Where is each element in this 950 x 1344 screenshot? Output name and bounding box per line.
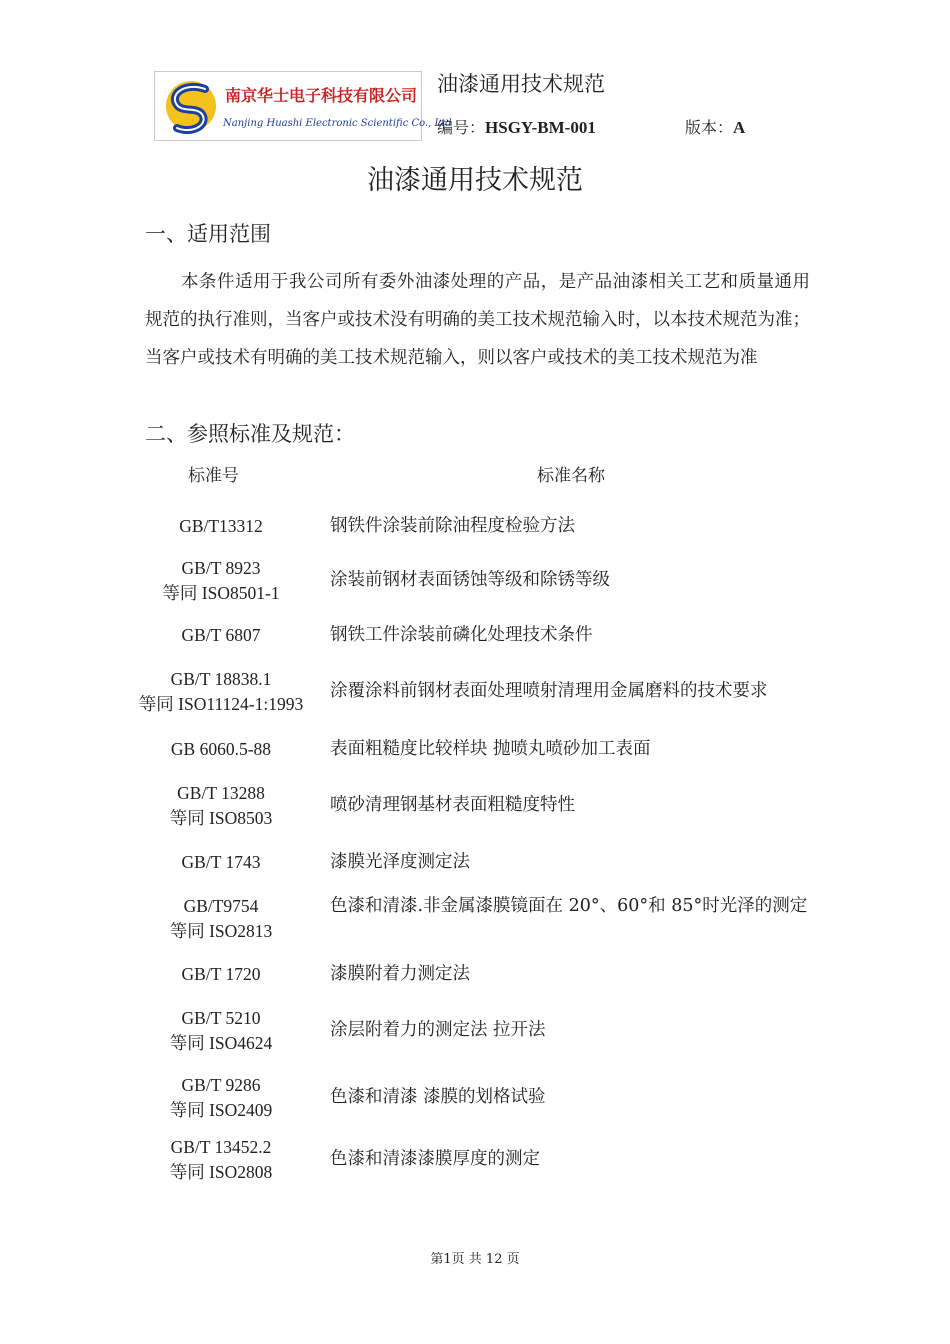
- standard-name: 色漆和清漆.非金属漆膜镜面在 20°、60°和 85°时光泽的测定: [330, 896, 808, 916]
- standard-number-primary: GB/T 6807: [181, 625, 261, 645]
- standard-number-equivalent: 等同 ISO11124-1:1993: [138, 694, 304, 714]
- standard-number: [130, 1135, 312, 1185]
- standard-number-primary: GB 6060.5-88: [170, 739, 272, 759]
- standard-number: [130, 894, 312, 944]
- doc-version-label: 版本：: [685, 118, 734, 137]
- standard-number-primary: GB/T 9286: [181, 1075, 261, 1095]
- doc-number-value: HSGY-BM-001: [485, 118, 596, 137]
- header-meta: [437, 115, 767, 138]
- page-title: 油漆通用技术规范: [367, 165, 583, 196]
- column-header-standard-name: 标准名称: [537, 466, 605, 486]
- standard-number-primary: GB/T 18838.1: [170, 669, 272, 689]
- section-heading-standards: 二、参照标准及规范：: [145, 422, 355, 446]
- logo-company-cn: 南京华士电子科技有限公司: [225, 86, 418, 105]
- standard-name: 表面粗糙度比较样块 抛喷丸喷砂加工表面: [330, 739, 651, 759]
- standard-number: [130, 737, 312, 762]
- standard-number: [130, 1073, 312, 1123]
- header-title: 油漆通用技术规范: [437, 72, 605, 96]
- standard-name: 色漆和清漆漆膜厚度的测定: [330, 1149, 540, 1169]
- standard-number-primary: GB/T 13452.2: [170, 1137, 272, 1157]
- standard-name: 喷砂清理钢基材表面粗糙度特性: [330, 795, 575, 815]
- standard-name: 钢铁工件涂装前磷化处理技术条件: [330, 625, 593, 645]
- standard-number-primary: GB/T 1743: [181, 852, 261, 872]
- standard-name: 漆膜光泽度测定法: [330, 852, 470, 872]
- page-footer: 第1页 共 12 页: [430, 1252, 520, 1267]
- standard-number: [130, 556, 312, 606]
- doc-number-label: 编号：: [437, 118, 486, 137]
- standard-name: 漆膜附着力测定法: [330, 964, 470, 984]
- standard-number-primary: GB/T9754: [183, 896, 259, 916]
- standard-name: 涂装前钢材表面锈蚀等级和除锈等级: [330, 570, 610, 590]
- standard-number: [130, 1006, 312, 1056]
- section-heading-scope: 一、适用范围: [145, 222, 271, 246]
- logo-company-en: Nanjing Huashi Electronic Scientific Co., Ltd: [223, 118, 452, 129]
- standard-number-primary: GB/T13312: [179, 516, 263, 536]
- standard-number-equivalent: 等同 ISO2409: [169, 1100, 273, 1120]
- standard-number: [130, 850, 312, 875]
- doc-version-value: A: [733, 118, 746, 137]
- standard-number: [130, 514, 312, 539]
- standard-number: [130, 781, 312, 831]
- standard-number-primary: GB/T 5210: [181, 1008, 261, 1028]
- standard-number-equivalent: 等同 ISO2808: [169, 1162, 273, 1182]
- column-header-standard-number: 标准号: [188, 466, 239, 486]
- standard-number-equivalent: 等同 ISO8501-1: [162, 583, 280, 603]
- scope-paragraph: 本条件适用于我公司所有委外油漆处理的产品，是产品油漆相关工艺和质量通用规范的执行准则，当客户或技术没有明确的美工技术规范输入时，以本技术规范为准；当客户或技术有明确的美工技术规范输入，则以客户或技术的美工技术规范为准: [145, 272, 810, 368]
- logo-emblem-icon: [166, 81, 216, 131]
- standard-number: [130, 962, 312, 987]
- company-logo: [154, 71, 452, 141]
- standard-name: 色漆和清漆 漆膜的划格试验: [330, 1087, 546, 1107]
- standard-name: 涂覆涂料前钢材表面处理喷射清理用金属磨料的技术要求: [330, 681, 768, 701]
- standard-number-primary: GB/T 13288: [177, 783, 265, 803]
- standard-number-primary: GB/T 8923: [181, 558, 261, 578]
- standard-number-equivalent: 等同 ISO8503: [169, 808, 273, 828]
- standard-name: 涂层附着力的测定法 拉开法: [330, 1020, 546, 1040]
- standard-number-equivalent: 等同 ISO2813: [169, 921, 273, 941]
- standard-number: [130, 623, 312, 648]
- standard-number-equivalent: 等同 ISO4624: [169, 1033, 273, 1053]
- doc-version: [685, 115, 745, 138]
- standard-name: 钢铁件涂装前除油程度检验方法: [330, 516, 575, 536]
- standard-number: [130, 667, 312, 717]
- standard-number-primary: GB/T 1720: [181, 964, 261, 984]
